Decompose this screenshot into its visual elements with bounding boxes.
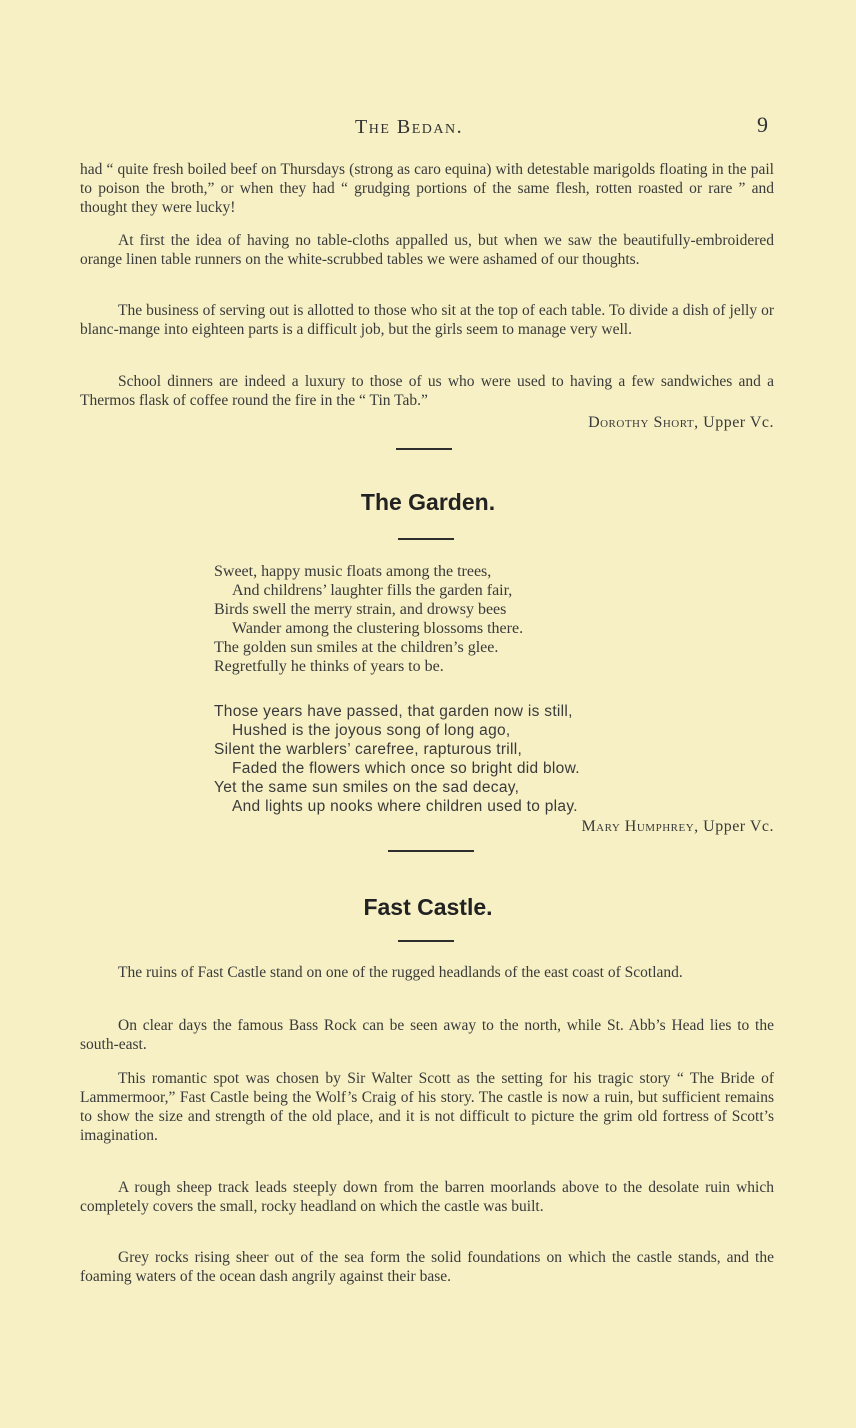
- article1-paragraph-3: The business of serving out is allotted to those who sit at the top of each table. To divide a dish of jelly or blanc-mange into eighteen parts is a difficult job, but the girls seem to manage very well.: [80, 302, 774, 338]
- poem-stanza-1: [214, 562, 734, 676]
- author-form: Upper Vc.: [703, 414, 774, 431]
- poem-signature: [581, 818, 774, 836]
- poem-line: Yet the same sun smiles on the sad decay,: [214, 779, 520, 796]
- author-name: Dorothy Short,: [588, 414, 699, 431]
- article1-paragraph-2: At first the idea of having no table-cloths appalled us, but when we saw the beautifully-embroidered orange linen table runners on the white-scrubbed tables we were ashamed of our thoughts.: [80, 232, 774, 268]
- author-name: Mary Humphrey,: [581, 818, 699, 835]
- poem-line: Sweet, happy music floats among the trees,: [214, 563, 492, 580]
- poem-title: The Garden.: [360, 489, 496, 515]
- article2-paragraph-2: On clear days the famous Bass Rock can be seen away to the north, while St. Abb’s Head lies to the south-east.: [80, 1017, 774, 1053]
- article2-paragraph-1: The ruins of Fast Castle stand on one of the rugged headlands of the east coast of Scotland.: [118, 964, 683, 981]
- title-underline: [398, 940, 454, 942]
- article2-paragraph-3: This romantic spot was chosen by Sir Walter Scott as the setting for his tragic story “ The Bride of Lammermoor,” Fast Castle being the Wolf’s Craig of his story. The castle is now a ruin, but sufficient remains to show the size and strength of the old place, and it is not difficult to picture the grim old fortress of Scott’s imagination.: [80, 1070, 774, 1144]
- poem-line: Birds swell the merry strain, and drowsy bees: [214, 601, 507, 618]
- section-divider: [396, 448, 452, 450]
- title-underline: [398, 538, 454, 540]
- poem-line: And lights up nooks where children used to play.: [232, 798, 578, 815]
- page-header: [80, 112, 774, 142]
- article2-paragraph-4: A rough sheep track leads steeply down from the barren moorlands above to the desolate ruin which completely covers the small, rocky headland on which the castle was built.: [80, 1179, 774, 1215]
- poem-line: Regretfully he thinks of years to be.: [214, 658, 444, 675]
- article1-paragraph-1: had “ quite fresh boiled beef on Thursdays (strong as caro equina) with detestable marigolds floating in the pail to poison the broth,” or when they had “ grudging portions of the same flesh, rotten roasted or rare ” and thought they were lucky!: [80, 161, 774, 216]
- author-form: Upper Vc.: [703, 818, 774, 835]
- poem-line: And childrens’ laughter fills the garden fair,: [232, 582, 513, 599]
- article2-paragraph-5: Grey rocks rising sheer out of the sea form the solid foundations on which the castle stands, and the foaming waters of the ocean dash angrily against their base.: [80, 1249, 774, 1285]
- section-divider: [388, 850, 474, 852]
- article1-paragraph-4: School dinners are indeed a luxury to those of us who were used to having a few sandwiches and a Thermos flask of coffee round the fire in the “ Tin Tab.”: [80, 373, 774, 409]
- poem-line: Wander among the clustering blossoms there.: [232, 620, 524, 637]
- article2-title: Fast Castle.: [363, 894, 493, 920]
- poem-line: Faded the flowers which once so bright did blow.: [232, 760, 580, 777]
- page-number: 9: [757, 112, 768, 137]
- running-title: The Bedan.: [355, 116, 464, 138]
- poem-line: Silent the warblers’ carefree, rapturous trill,: [214, 741, 523, 758]
- poem-line: Hushed is the joyous song of long ago,: [232, 722, 511, 739]
- poem-stanza-2: [214, 702, 734, 816]
- article1-signature: [588, 414, 774, 432]
- poem-line: The golden sun smiles at the children’s glee.: [214, 639, 499, 656]
- poem-line: Those years have passed, that garden now is still,: [214, 703, 573, 720]
